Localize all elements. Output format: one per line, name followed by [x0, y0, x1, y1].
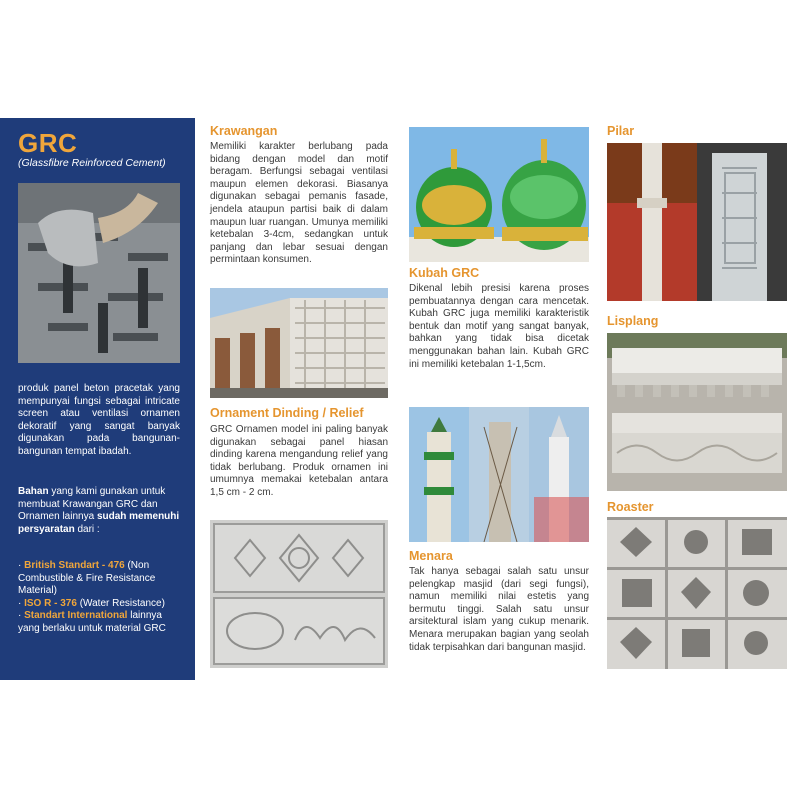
lisplang-heading: Lisplang — [607, 314, 659, 328]
standard-name: British Standart - 476 — [24, 560, 125, 571]
bahan-label-2: sudah memenuhi persyaratan — [18, 511, 180, 535]
menara-text: Tak hanya sebagai salah satu unsur pelengkap masjid (dari segi fungsi), namun memiliki nilai estetis yang bermutu tinggi. Salah satu unsur arsitektural islam yang cukup menarik. Menara merupakan bagian yang seolah tidak terpisahkan dari bangunan masjid. — [409, 566, 589, 653]
list-item: · British Standart - 476 (Non Combustible & Fire Resistance Material) — [18, 560, 156, 596]
roaster-photo — [607, 517, 787, 669]
menara-heading: Menara — [409, 549, 453, 563]
list-item: · Standart International lainnya yang berlaku untuk material GRC — [18, 610, 166, 634]
pilar-heading: Pilar — [607, 124, 635, 138]
krawangan-photo — [210, 288, 388, 398]
page-subtitle: (Glassfibre Reinforced Cement) — [18, 157, 166, 169]
list-item: · ISO R - 376 (Water Resistance) — [18, 597, 165, 609]
bahan-paragraph — [18, 486, 180, 536]
ornament-heading: Ornament Dinding / Relief — [210, 406, 364, 420]
left-description: produk panel beton pracetak yang mempunyai fungsi sebagai intricate screen atau ventilasi ornamen dekoratif yang sangat banyak digunakan pada bangunan-bangunan tempat ibadah. — [18, 383, 180, 457]
pilar-photo — [607, 143, 787, 301]
standard-note: lainnya yang berlaku untuk material GRC — [18, 610, 166, 634]
kubah-photo — [409, 127, 589, 262]
kubah-heading: Kubah GRC — [409, 266, 480, 280]
lisplang-photo — [607, 333, 787, 491]
ornament-photo — [210, 520, 388, 668]
standard-note: (Non Combustible & Fire Resistance Material) — [18, 560, 156, 596]
bahan-text: yang kami gunakan untuk membuat Krawangan GRC dan Ornamen lainnya — [18, 486, 166, 522]
standard-name: Standart International — [24, 610, 128, 621]
standards-list — [18, 560, 183, 635]
ornament-text: GRC Ornamen model ini paling banyak digunakan sebagai panel hiasan dinding karena mengandung relief yang tidak berlubang. Produk ornamen ini umumnya memakai ketebalan antara 1,5 cm - 2 cm. — [210, 424, 388, 498]
standard-name: ISO R - 376 — [24, 597, 77, 609]
grc-pouring-photo — [18, 183, 180, 363]
krawangan-heading: Krawangan — [210, 124, 278, 138]
page-title: GRC — [18, 128, 78, 158]
bahan-end: dari : — [74, 523, 100, 535]
menara-photo — [409, 407, 589, 542]
krawangan-text: Memiliki karakter berlubang pada bidang dengan model dan motif beragam. Berfungsi sebagai ventilasi maupun elemen dekorasi. Biasanya digunakan sebagai pemanis fasade, jendela ataupun partisi baik di dalam maupun luar ruangan. Umunya memiliki ketebalan 3-4cm, sedangkan untuk panjang dan lebar sesuai dengan permintaan konsumen. — [210, 141, 388, 266]
kubah-text: Dikenal lebih presisi karena proses pembuatannya dengan cara mencetak. Kubah GRC juga memiliki karakteristik bentuk dan motif yang sangat banyak, bahkan yang tidak bisa dicetak menggunakan bahan lain. Kubah GRC ini memiliki ketebalan 1-1,5cm. — [409, 283, 589, 370]
standard-note: (Water Resistance) — [76, 597, 165, 609]
bahan-label: Bahan — [18, 486, 49, 497]
roaster-heading: Roaster — [607, 500, 654, 514]
